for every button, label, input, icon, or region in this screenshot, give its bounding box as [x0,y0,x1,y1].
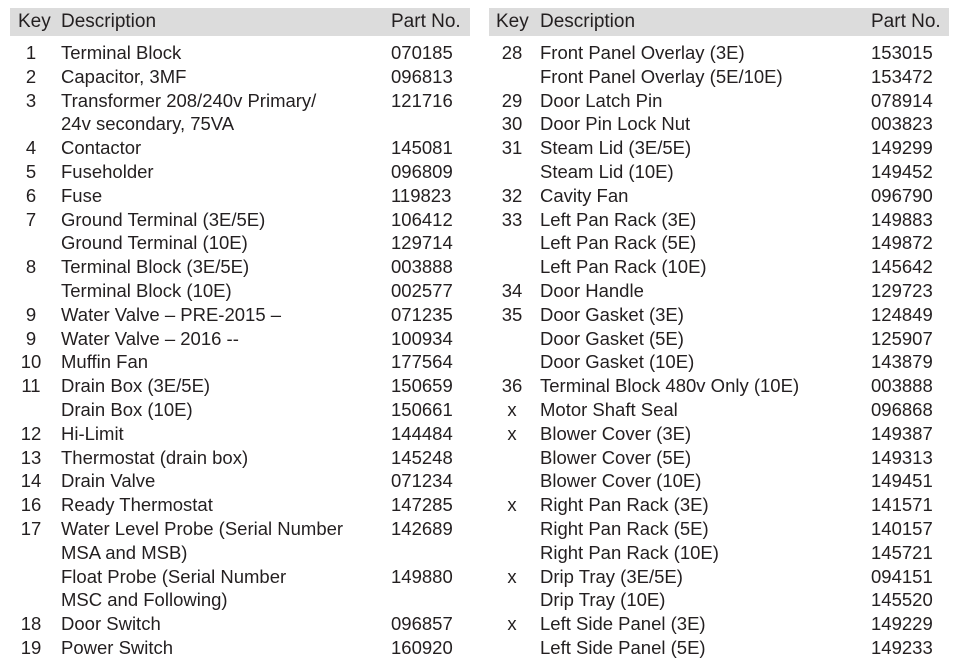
row-key: 30 [501,113,523,135]
row-description: Door Handle [540,279,644,301]
table-row [10,231,470,255]
row-part-number: 149872 [871,232,933,254]
table-row [489,541,949,565]
header-key: Key [496,11,529,32]
header-description: Description [61,11,157,32]
row-part-number: 003823 [871,113,933,135]
row-key: x [507,398,517,420]
row-description: Water Level Probe (Serial Number [61,517,344,539]
row-part-number: 150659 [391,375,453,397]
row-part-number: 129714 [391,232,453,254]
table-row [489,112,949,136]
table-row [489,184,949,208]
row-part-number: 124849 [871,303,933,325]
row-part-number: 142689 [391,517,453,539]
table-row [10,350,470,374]
table-row [10,255,470,279]
table-row [489,374,949,398]
row-key: 3 [25,89,37,111]
row-key: 10 [20,351,42,373]
table-row [489,208,949,232]
table-row [10,112,470,136]
row-description: Door Latch Pin [540,89,663,111]
row-key: 4 [25,137,37,159]
row-key: 32 [501,184,523,206]
row-description: Ready Thermostat [61,494,213,516]
row-part-number: 096790 [871,184,933,206]
row-description: Drip Tray (10E) [540,589,666,611]
row-key: 9 [25,327,37,349]
row-part-number: 121716 [391,89,453,111]
row-description: Drain Valve [61,470,156,492]
row-part-number: 094151 [871,565,933,587]
row-key: 18 [20,613,42,635]
row-description: Water Valve – PRE-2015 – [61,303,282,325]
row-part-number: 003888 [871,375,933,397]
table-row [10,469,470,493]
row-key: 13 [20,446,42,468]
row-part-number: 129723 [871,279,933,301]
parts-table-right [489,8,949,660]
table-row [489,612,949,636]
row-description: MSA and MSB) [61,541,188,563]
row-part-number: 149229 [871,613,933,635]
row-description: Door Switch [61,613,161,635]
row-description: Right Pan Rack (5E) [540,517,709,539]
row-description: Door Pin Lock Nut [540,113,691,135]
table-row [489,255,949,279]
row-part-number: 145520 [871,589,933,611]
table-row [10,446,470,470]
row-key: 33 [501,208,523,230]
row-part-number: 145642 [871,256,933,278]
row-description: Steam Lid (3E/5E) [540,137,692,159]
row-key: 7 [25,208,37,230]
row-part-number: 143879 [871,351,933,373]
row-description: Door Gasket (5E) [540,327,684,349]
header-key: Key [18,11,51,32]
row-part-number: 106412 [391,208,453,230]
table-row [10,41,470,65]
row-part-number: 070185 [391,42,453,63]
table-header [10,8,470,36]
row-part-number: 003888 [391,256,453,278]
row-key: 2 [25,65,37,87]
table-row [489,160,949,184]
row-description: Door Gasket (3E) [540,303,684,325]
row-part-number: 153472 [871,65,933,87]
table-row [489,65,949,89]
row-part-number: 140157 [871,517,933,539]
table-row [489,446,949,470]
row-description: Drain Box (10E) [61,398,193,420]
table-row [10,565,470,589]
row-key: 35 [501,303,523,325]
table-row [489,231,949,255]
row-description: Thermostat (drain box) [61,446,249,468]
table-row [489,41,949,65]
row-key: x [507,494,517,516]
table-row [10,208,470,232]
row-description: Cavity Fan [540,184,629,206]
table-row [489,398,949,422]
row-part-number: 096868 [871,398,933,420]
row-key: 12 [20,422,42,444]
row-description: Blower Cover (5E) [540,446,692,468]
row-description: Ground Terminal (3E/5E) [61,208,266,230]
table-row [10,65,470,89]
row-key: 16 [20,494,42,516]
row-key: x [507,422,517,444]
row-part-number: 149880 [391,565,453,587]
row-part-number: 149452 [871,160,933,182]
row-key: 5 [25,160,37,182]
table-row [489,469,949,493]
row-description: Terminal Block (10E) [61,279,232,301]
table-body [10,41,470,660]
row-description: Terminal Block (3E/5E) [61,256,250,278]
row-description: Left Side Panel (5E) [540,636,706,658]
row-part-number: 096809 [391,160,453,182]
row-part-number: 177564 [391,351,453,373]
table-header [489,8,949,36]
row-description: Muffin Fan [61,351,149,373]
row-part-number: 153015 [871,42,933,63]
row-part-number: 096857 [391,613,453,635]
row-key: 14 [20,470,42,492]
row-part-number: 145721 [871,541,933,563]
row-key: 11 [21,375,41,397]
table-row [489,350,949,374]
table-row [10,279,470,303]
table-row [489,327,949,351]
row-part-number: 149233 [871,636,933,658]
row-description: Steam Lid (10E) [540,160,674,182]
row-key: 31 [501,137,523,159]
row-part-number: 096813 [391,65,453,87]
row-part-number: 149299 [871,137,933,159]
table-row [10,374,470,398]
row-key: x [507,613,517,635]
table-row [10,327,470,351]
row-description: Contactor [61,137,142,159]
row-part-number: 147285 [391,494,453,516]
table-row [10,636,470,660]
row-key: 19 [20,636,42,658]
row-part-number: 149313 [871,446,933,468]
row-part-number: 150661 [391,398,453,420]
row-part-number: 071235 [391,303,453,325]
row-description: Left Pan Rack (5E) [540,232,697,254]
row-description: Fuseholder [61,160,154,182]
row-part-number: 100934 [391,327,453,349]
table-row [10,184,470,208]
row-description: Left Side Panel (3E) [540,613,706,635]
table-row [489,136,949,160]
row-part-number: 141571 [871,494,933,516]
row-description: Power Switch [61,636,174,658]
row-description: Drain Box (3E/5E) [61,375,211,397]
row-description: Capacitor, 3MF [61,65,187,87]
row-key: 36 [501,375,523,397]
row-description: Transformer 208/240v Primary/ [61,89,317,111]
row-part-number: 071234 [391,470,453,492]
row-description: Left Pan Rack (10E) [540,256,707,278]
table-row [10,612,470,636]
table-row [489,303,949,327]
row-description: Terminal Block 480v Only (10E) [540,375,800,397]
table-row [489,89,949,113]
row-description: Hi-Limit [61,422,124,444]
row-part-number: 078914 [871,89,933,111]
table-row [10,517,470,541]
table-row [10,541,470,565]
row-part-number: 149387 [871,422,933,444]
row-part-number: 144484 [391,422,453,444]
table-row [489,279,949,303]
row-description: Fuse [61,184,103,206]
table-row [489,517,949,541]
table-row [10,160,470,184]
row-description: Ground Terminal (10E) [61,232,248,254]
table-row [10,398,470,422]
row-key: 28 [501,42,523,63]
row-description: Terminal Block [61,42,182,63]
row-key: 17 [20,517,42,539]
row-description: MSC and Following) [61,589,228,611]
row-key: 6 [25,184,37,206]
row-description: Water Valve – 2016 -- [61,327,239,349]
row-key: x [507,565,517,587]
row-key: 1 [25,42,37,63]
row-key: 9 [25,303,37,325]
row-description: Front Panel Overlay (5E/10E) [540,65,783,87]
row-key: 29 [501,89,523,111]
table-row [10,422,470,446]
row-part-number: 125907 [871,327,933,349]
row-key: 8 [25,256,37,278]
row-description: Right Pan Rack (10E) [540,541,719,563]
row-description: Blower Cover (3E) [540,422,692,444]
table-row [10,89,470,113]
row-description: Front Panel Overlay (3E) [540,42,745,63]
table-row [10,303,470,327]
row-description: Right Pan Rack (3E) [540,494,709,516]
table-body [489,41,949,660]
row-description: Float Probe (Serial Number [61,565,287,587]
row-part-number: 145248 [391,446,453,468]
row-part-number: 149883 [871,208,933,230]
row-description: Motor Shaft Seal [540,398,678,420]
table-row [10,588,470,612]
table-row [489,565,949,589]
row-description: Left Pan Rack (3E) [540,208,697,230]
table-row [489,636,949,660]
row-description: Door Gasket (10E) [540,351,695,373]
row-part-number: 160920 [391,636,453,658]
row-part-number: 119823 [391,184,452,206]
table-row [10,136,470,160]
row-part-number: 145081 [391,137,453,159]
table-row [489,422,949,446]
row-description: Drip Tray (3E/5E) [540,565,683,587]
parts-table-left [10,8,470,660]
row-description: 24v secondary, 75VA [61,113,235,135]
header-part-no: Part No. [391,11,461,32]
row-part-number: 149451 [871,470,933,492]
header-description: Description [540,11,636,32]
table-row [10,493,470,517]
row-part-number: 002577 [391,279,453,301]
table-row [489,588,949,612]
row-key: 34 [501,279,523,301]
table-row [489,493,949,517]
row-description: Blower Cover (10E) [540,470,702,492]
header-part-no: Part No. [871,11,941,32]
